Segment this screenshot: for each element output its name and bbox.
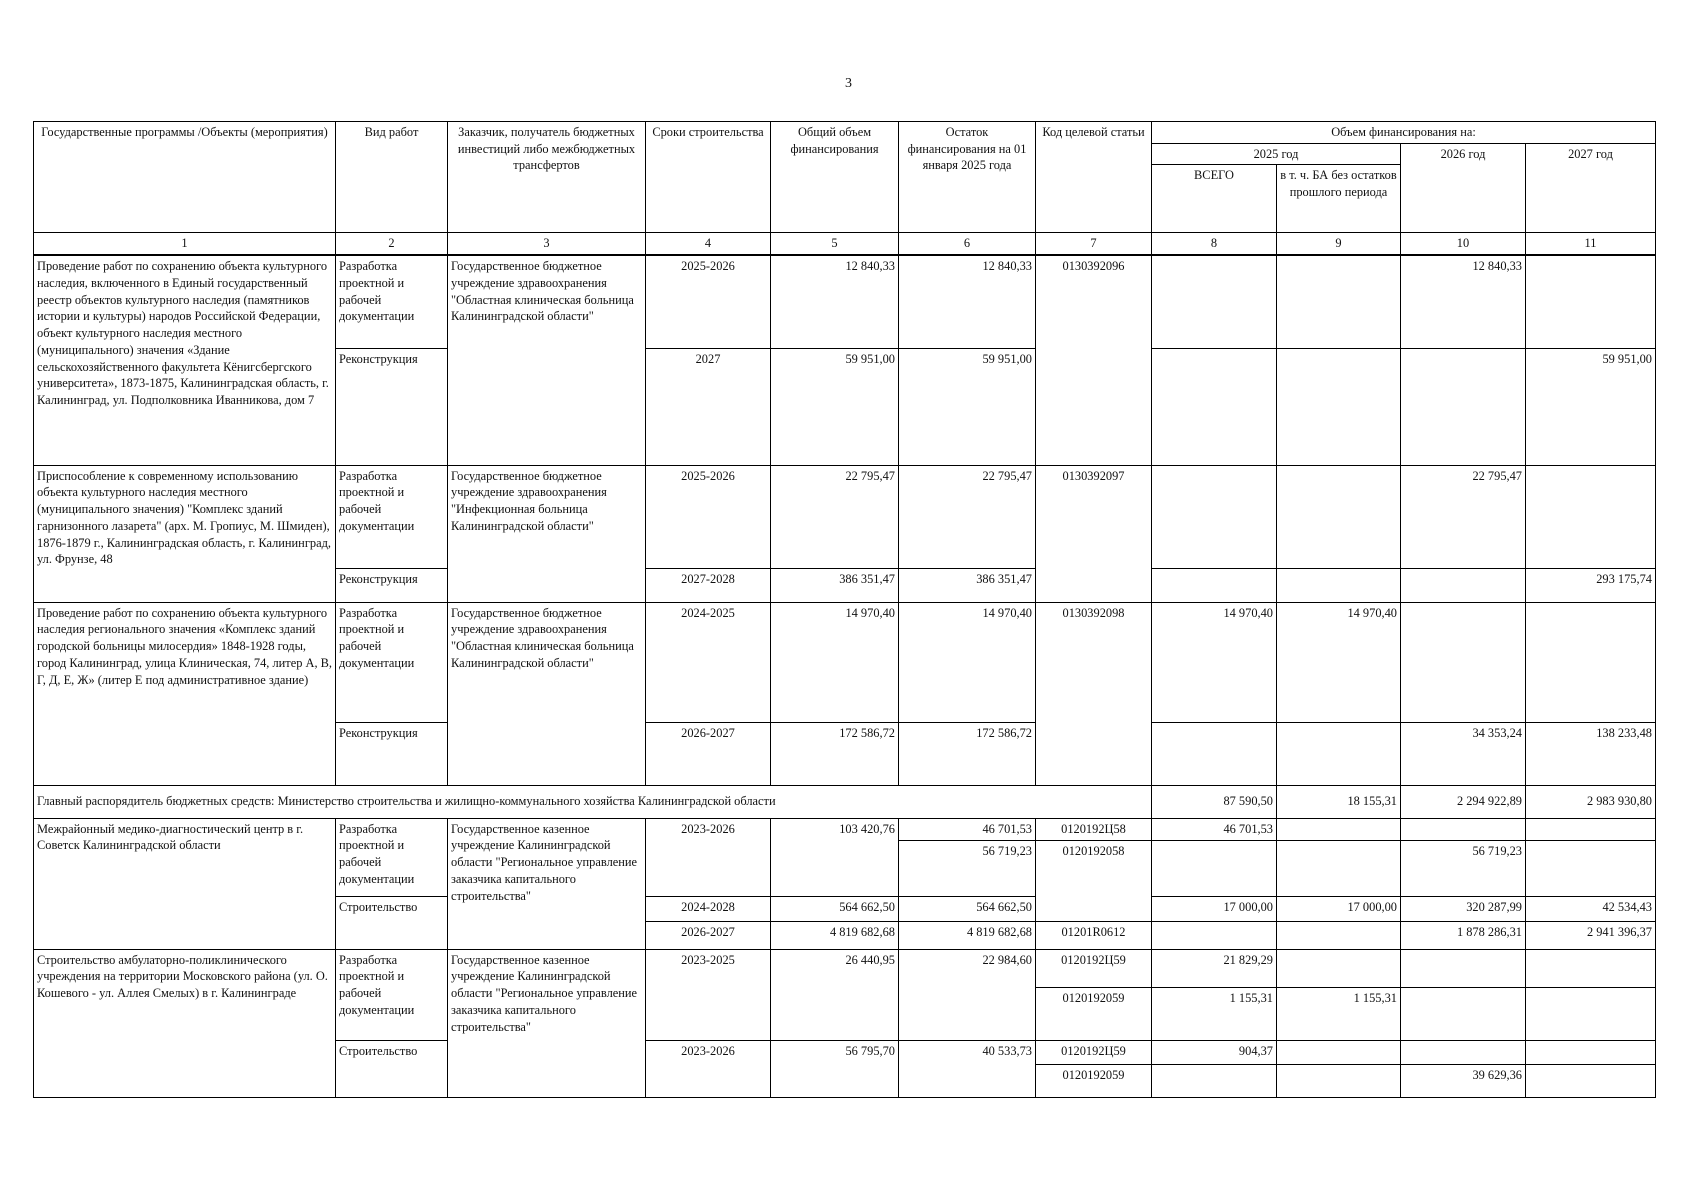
col-number: 6	[899, 233, 1036, 255]
cell-2025	[1152, 1064, 1277, 1097]
cell-2026: 56 719,23	[1401, 840, 1526, 896]
customer: Государственное казенное учреждение Калининградской области "Региональное управление заказчика капитального строительства"	[448, 818, 646, 949]
object-name: Проведение работ по сохранению объекта культурного наследия, включенного в Единый государственный реестр объектов культурного наследия (памятников истории и культуры) народов Российской Федерации, объект культурного наследия местного (муниципального) значения «Здание сельскохозяйственного факультета Кёнигсбергского университета», 1873-1875, Калининградская область, г. Калининград, ул. Подполковника Иванникова, дом 7	[34, 255, 336, 465]
remaining: 386 351,47	[899, 568, 1036, 602]
column-number-row	[34, 233, 1656, 255]
header-target-code: Код целевой статьи	[1036, 122, 1152, 233]
cell-2027	[1526, 255, 1656, 348]
col-number: 11	[1526, 233, 1656, 255]
cell-ba: 1 155,31	[1277, 987, 1401, 1040]
target-code: 0120192Ц58	[1036, 818, 1152, 840]
term: 2026-2027	[646, 921, 771, 949]
cell-2026	[1401, 818, 1526, 840]
work-type: Разработка проектной и рабочей документации	[336, 949, 448, 1040]
total-financing: 56 795,70	[771, 1040, 899, 1097]
cell-ba	[1277, 921, 1401, 949]
remaining: 4 819 682,68	[899, 921, 1036, 949]
cell-ba	[1277, 1064, 1401, 1097]
cell-2026	[1401, 348, 1526, 465]
cell-2025	[1152, 348, 1277, 465]
cell-2027	[1526, 602, 1656, 722]
budget-manager-label: Главный распорядитель бюджетных средств: Министерство строительства и жилищно-коммунального хозяйства Калининградской области	[34, 785, 1152, 818]
term: 2024-2028	[646, 896, 771, 921]
object-name: Проведение работ по сохранению объекта культурного наследия регионального значения «Комплекс зданий городской больницы милосердия» 1848-1928 годы, город Калининград, улица Клиническая, 74, литер А, В, Г, Д, Е, Ж» (литер Е под административное здание)	[34, 602, 336, 785]
remaining: 172 586,72	[899, 722, 1036, 785]
total-financing: 386 351,47	[771, 568, 899, 602]
cell-2027: 59 951,00	[1526, 348, 1656, 465]
cell-2027	[1526, 949, 1656, 987]
cell-ba	[1277, 722, 1401, 785]
target-code: 0120192Ц59	[1036, 1040, 1152, 1064]
cell-ba	[1277, 818, 1401, 840]
term: 2025-2026	[646, 465, 771, 568]
term: 2023-2025	[646, 949, 771, 1040]
header-year-2025: 2025 год	[1152, 143, 1401, 165]
cell-2025	[1152, 722, 1277, 785]
cell-2027	[1526, 818, 1656, 840]
target-code: 0130392096	[1036, 255, 1152, 465]
cell-2025: 46 701,53	[1152, 818, 1277, 840]
remaining: 59 951,00	[899, 348, 1036, 465]
table-row	[34, 255, 1656, 348]
header-customer: Заказчик, получатель бюджетных инвестиций либо межбюджетных трансфертов	[448, 122, 646, 233]
work-type: Разработка проектной и рабочей документации	[336, 255, 448, 348]
cell-2026: 1 878 286,31	[1401, 921, 1526, 949]
target-code: 01201R0612	[1036, 921, 1152, 949]
remaining: 14 970,40	[899, 602, 1036, 722]
col-number: 10	[1401, 233, 1526, 255]
target-code: 0120192059	[1036, 1064, 1152, 1097]
col-number: 8	[1152, 233, 1277, 255]
cell-ba: 18 155,31	[1277, 785, 1401, 818]
col-number: 4	[646, 233, 771, 255]
work-type: Разработка проектной и рабочей документации	[336, 818, 448, 896]
table-row	[34, 465, 1656, 568]
table-row	[34, 602, 1656, 722]
work-type: Строительство	[336, 1040, 448, 1097]
cell-2027: 2 941 396,37	[1526, 921, 1656, 949]
work-type: Разработка проектной и рабочей документации	[336, 465, 448, 568]
col-number: 5	[771, 233, 899, 255]
total-financing: 59 951,00	[771, 348, 899, 465]
customer: Государственное бюджетное учреждение здравоохранения "Инфекционная больница Калининградской области"	[448, 465, 646, 602]
header-total-financing: Общий объем финансирования	[771, 122, 899, 233]
term: 2026-2027	[646, 722, 771, 785]
term: 2027	[646, 348, 771, 465]
cell-ba	[1277, 568, 1401, 602]
cell-2027: 2 983 930,80	[1526, 785, 1656, 818]
term: 2023-2026	[646, 1040, 771, 1097]
term: 2023-2026	[646, 818, 771, 896]
work-type: Строительство	[336, 896, 448, 949]
cell-ba	[1277, 949, 1401, 987]
cell-ba	[1277, 840, 1401, 896]
header-year-2027: 2027 год	[1526, 143, 1656, 233]
term: 2027-2028	[646, 568, 771, 602]
col-number: 2	[336, 233, 448, 255]
cell-2025: 1 155,31	[1152, 987, 1277, 1040]
customer: Государственное бюджетное учреждение здравоохранения "Областная клиническая больница Калининградской области"	[448, 602, 646, 785]
cell-ba: 14 970,40	[1277, 602, 1401, 722]
remaining: 22 795,47	[899, 465, 1036, 568]
target-code: 0130392097	[1036, 465, 1152, 602]
total-financing: 22 795,47	[771, 465, 899, 568]
col-number: 7	[1036, 233, 1152, 255]
table-row	[34, 949, 1656, 987]
cell-ba	[1277, 465, 1401, 568]
target-code: 0130392098	[1036, 602, 1152, 785]
cell-2027: 138 233,48	[1526, 722, 1656, 785]
col-number: 9	[1277, 233, 1401, 255]
header-work-type: Вид работ	[336, 122, 448, 233]
target-code: 0120192Ц59	[1036, 949, 1152, 987]
remaining: 46 701,53	[899, 818, 1036, 840]
page-number: 3	[845, 76, 852, 91]
financing-table	[33, 121, 1656, 1098]
remaining: 12 840,33	[899, 255, 1036, 348]
work-type: Реконструкция	[336, 568, 448, 602]
cell-2027	[1526, 840, 1656, 896]
cell-2026	[1401, 949, 1526, 987]
cell-2026	[1401, 602, 1526, 722]
col-number: 1	[34, 233, 336, 255]
header-programs: Государственные программы /Объекты (мероприятия)	[34, 122, 336, 233]
cell-2026	[1401, 568, 1526, 602]
cell-2025: 21 829,29	[1152, 949, 1277, 987]
target-code: 0120192058	[1036, 840, 1152, 921]
cell-2025: 17 000,00	[1152, 896, 1277, 921]
customer: Государственное казенное учреждение Калининградской области "Региональное управление заказчика капитального строительства"	[448, 949, 646, 1097]
total-financing: 4 819 682,68	[771, 921, 899, 949]
cell-2027: 42 534,43	[1526, 896, 1656, 921]
remaining: 22 984,60	[899, 949, 1036, 1040]
total-financing: 26 440,95	[771, 949, 899, 1040]
cell-ba	[1277, 348, 1401, 465]
total-financing: 12 840,33	[771, 255, 899, 348]
cell-2025: 87 590,50	[1152, 785, 1277, 818]
header-total-2025: ВСЕГО	[1152, 165, 1277, 233]
cell-2025	[1152, 840, 1277, 896]
header-year-2026: 2026 год	[1401, 143, 1526, 233]
work-type: Реконструкция	[336, 722, 448, 785]
header-terms: Сроки строительства	[646, 122, 771, 233]
object-name: Строительство амбулаторно-поликлинического учреждения на территории Московского района (ул. О. Кошевого - ул. Аллея Смелых) в г. Калининграде	[34, 949, 336, 1097]
table-row	[34, 818, 1656, 840]
object-name: Межрайонный медико-диагностический центр в г. Советск Калининградской области	[34, 818, 336, 949]
total-financing: 103 420,76	[771, 818, 899, 896]
remaining: 56 719,23	[899, 840, 1036, 896]
cell-2026	[1401, 1040, 1526, 1064]
header-ba-2025: в т. ч. БА без остатков прошлого периода	[1277, 165, 1401, 233]
cell-2026: 12 840,33	[1401, 255, 1526, 348]
cell-2026: 2 294 922,89	[1401, 785, 1526, 818]
cell-2026: 34 353,24	[1401, 722, 1526, 785]
cell-2026: 320 287,99	[1401, 896, 1526, 921]
cell-ba: 17 000,00	[1277, 896, 1401, 921]
cell-2025	[1152, 921, 1277, 949]
budget-manager-row	[34, 785, 1656, 818]
cell-2027	[1526, 1040, 1656, 1064]
term: 2025-2026	[646, 255, 771, 348]
term: 2024-2025	[646, 602, 771, 722]
cell-2027: 293 175,74	[1526, 568, 1656, 602]
remaining: 40 533,73	[899, 1040, 1036, 1097]
cell-2027	[1526, 987, 1656, 1040]
header-remaining-financing: Остаток финансирования на 01 января 2025 года	[899, 122, 1036, 233]
header-funding-volume: Объем финансирования на:	[1152, 122, 1656, 144]
cell-ba	[1277, 1040, 1401, 1064]
cell-2026: 22 795,47	[1401, 465, 1526, 568]
customer: Государственное бюджетное учреждение здравоохранения "Областная клиническая больница Калининградской области"	[448, 255, 646, 465]
cell-ba	[1277, 255, 1401, 348]
cell-2025	[1152, 465, 1277, 568]
cell-2025	[1152, 255, 1277, 348]
cell-2026	[1401, 987, 1526, 1040]
work-type: Разработка проектной и рабочей документации	[336, 602, 448, 722]
total-financing: 172 586,72	[771, 722, 899, 785]
total-financing: 564 662,50	[771, 896, 899, 921]
target-code: 0120192059	[1036, 987, 1152, 1040]
total-financing: 14 970,40	[771, 602, 899, 722]
cell-2025: 14 970,40	[1152, 602, 1277, 722]
object-name: Приспособление к современному использованию объекта культурного наследия местного (муниципального значения) "Комплекс зданий гарнизонного лазарета" (арх. М. Гропиус, М. Шмиден), 1876-1879 г., Калининградская область, г. Калининград, ул. Фрунзе, 48	[34, 465, 336, 602]
work-type: Реконструкция	[336, 348, 448, 465]
cell-2026: 39 629,36	[1401, 1064, 1526, 1097]
col-number: 3	[448, 233, 646, 255]
cell-2027	[1526, 465, 1656, 568]
remaining: 564 662,50	[899, 896, 1036, 921]
cell-2027	[1526, 1064, 1656, 1097]
cell-2025: 904,37	[1152, 1040, 1277, 1064]
header-row	[34, 122, 1656, 144]
cell-2025	[1152, 568, 1277, 602]
